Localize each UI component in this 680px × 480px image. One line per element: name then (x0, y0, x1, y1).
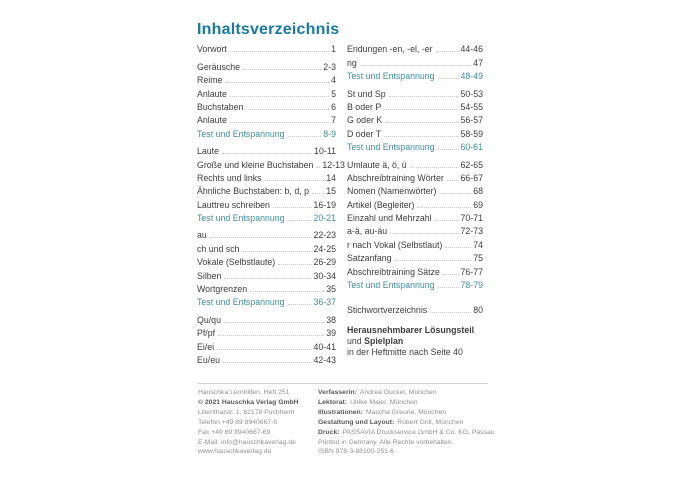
footer-credit-label: Illustrationen: (318, 408, 363, 416)
toc-entry-pages: 36-37 (313, 297, 336, 308)
toc-entry (197, 112, 336, 125)
toc-entry-pages: 8-9 (323, 128, 336, 139)
toc-entry-pages: 78-79 (460, 280, 483, 291)
toc-entry-pages: 1 (331, 44, 336, 55)
footer-credits-block (318, 388, 493, 457)
toc-entry-label: Nomen (Namenwörter) (347, 186, 437, 197)
toc-group (347, 156, 483, 290)
footer-credit-value: Ulrike Maier, München (350, 398, 418, 406)
dotted-leader-icon (447, 180, 459, 181)
toc-entry-label: Rechts und links (197, 172, 262, 183)
toc-entry-pages: 70-71 (460, 213, 483, 224)
footer-divider (197, 383, 488, 384)
toc-entry-pages: 76-77 (460, 266, 483, 277)
toc-entry-pages: 56-57 (460, 115, 483, 126)
toc-entry-label: Test und Entspannung (197, 213, 285, 224)
footer-line (318, 428, 493, 438)
toc-column-left (197, 41, 345, 369)
toc-entry (197, 143, 336, 156)
toc-entry-highlight (347, 277, 483, 290)
dotted-leader-icon (230, 51, 329, 52)
dotted-leader-icon (385, 122, 458, 123)
toc-entry (197, 41, 336, 54)
toc-entry (347, 196, 483, 209)
toc-entry-label: B oder P (347, 101, 382, 112)
note-line-mixed (347, 336, 483, 347)
dotted-leader-icon (288, 136, 322, 137)
dotted-leader-icon (384, 136, 458, 137)
toc-entry (197, 352, 336, 365)
toc-entry-label: Wortgrenzen (197, 284, 248, 295)
dotted-leader-icon (278, 264, 311, 265)
dotted-leader-icon (224, 278, 311, 279)
toc-entry-pages: 2-3 (323, 61, 336, 72)
dotted-leader-icon (243, 69, 321, 70)
toc-entry (197, 254, 336, 267)
toc-entry-label: Einzahl und Mehrzahl (347, 213, 432, 224)
toc-entry-pages: 15 (326, 186, 336, 197)
dotted-leader-icon (445, 247, 471, 248)
toc-entry-label: Abschreibtraining Sätze (347, 266, 440, 277)
dotted-leader-icon (230, 96, 329, 97)
toc-entry (197, 170, 336, 183)
toc-entry (347, 210, 483, 223)
toc-group (347, 302, 483, 315)
footer-line (318, 408, 493, 418)
toc-entry-label: Umlaute ä, ö, ü (347, 159, 407, 170)
dotted-leader-icon (389, 96, 459, 97)
dotted-leader-icon (438, 149, 459, 150)
dotted-leader-icon (288, 220, 312, 221)
footer-line (318, 418, 493, 428)
dotted-leader-icon (288, 304, 312, 305)
dotted-leader-icon (436, 51, 459, 52)
footer-line: Telefon +49 89 8940667-0 (198, 418, 278, 426)
toc-entry (347, 170, 483, 183)
toc-entry-pages: 74 (473, 239, 483, 250)
toc-entry-pages: 24-25 (313, 243, 336, 254)
dotted-leader-icon (439, 193, 471, 194)
toc-entry (197, 156, 345, 170)
toc-entry-pages: 75 (473, 253, 483, 264)
dotted-leader-icon (410, 167, 459, 168)
dotted-leader-icon (217, 349, 311, 350)
toc-entry-label: au (197, 230, 207, 241)
toc-entry-label: Silben (197, 270, 222, 281)
footer-line (318, 388, 493, 398)
dotted-leader-icon (395, 260, 472, 261)
dotted-leader-icon (430, 312, 471, 313)
toc-entry (347, 112, 483, 125)
toc-entry (197, 227, 336, 240)
toc-entry-pages: 5 (331, 88, 336, 99)
toc-entry-pages: 30-34 (313, 270, 336, 281)
dotted-leader-icon (360, 65, 471, 66)
toc-entry-pages: 44-46 (460, 44, 483, 55)
toc-entry (347, 236, 483, 249)
toc-entry-pages: 10-11 (314, 146, 336, 157)
footer-line (318, 438, 493, 448)
toc-entry-label: Große und kleine Buchstaben (197, 159, 314, 170)
footer-line: Hauschka Lernhilfen, Heft 251 (198, 389, 290, 396)
toc-entry-label: r nach Vokal (Selbstlaut) (347, 239, 443, 250)
footer-credit-value: Andrea Guckel, München (359, 389, 437, 396)
toc-column-right (347, 41, 483, 358)
toc-entry-pages: 80 (473, 305, 483, 316)
toc-entry-pages: 6 (331, 101, 336, 112)
footer-credit-value: PASSAVIA Druckservice GmbH & Co. KG, Passau (342, 428, 495, 436)
dotted-leader-icon (316, 167, 320, 168)
toc-entry-highlight (197, 294, 336, 307)
toc-entry-pages: 72-73 (460, 226, 483, 237)
toc-entry (347, 125, 483, 138)
toc-entry-highlight (197, 125, 336, 138)
dotted-leader-icon (390, 233, 458, 234)
toc-entry-pages: 66-67 (460, 172, 483, 183)
toc-entry (347, 263, 483, 276)
toc-entry-label: ch und sch (197, 243, 240, 254)
toc-entry-label: Abschreibtraining Wörter (347, 172, 444, 183)
dotted-leader-icon (222, 153, 312, 154)
toc-entry-pages: 26-29 (313, 257, 336, 268)
toc-entry (197, 338, 336, 351)
footer-credit-label: Verfasserin: (318, 389, 357, 396)
toc-group (197, 58, 336, 138)
footer-publisher-block (198, 388, 313, 457)
toc-entry (347, 250, 483, 263)
toc-entry-label: Test und Entspannung (347, 71, 435, 82)
toc-entry-label: Geräusche (197, 61, 241, 72)
insert-note (347, 325, 483, 358)
toc-group (347, 41, 483, 81)
toc-entry-highlight (347, 139, 483, 152)
toc-entry-label: ng (347, 57, 357, 68)
footer-credit-label: Druck: (318, 428, 340, 436)
toc-entry-label: Eu/eu (197, 354, 220, 365)
footer-credit-value: Printed in Germany. Alle Rechte vorbehalten. (318, 438, 454, 446)
dotted-leader-icon (384, 109, 458, 110)
toc-entry-pages: 4 (331, 75, 336, 86)
toc-entry-label: G oder K (347, 115, 383, 126)
toc-entry (347, 183, 483, 196)
toc-entry-label: a-ä, au-äu (347, 226, 388, 237)
toc-entry-label: Endungen -en, -el, -er (347, 44, 433, 55)
footer-line (318, 398, 493, 408)
toc-entry-pages: 20-21 (313, 213, 336, 224)
toc-group (347, 85, 483, 152)
toc-entry (347, 156, 483, 169)
note-prefix: und (347, 336, 365, 347)
dotted-leader-icon (210, 237, 312, 238)
toc-group (197, 143, 345, 224)
footer-credit-label: Gestaltung und Layout: (318, 418, 395, 426)
toc-entry (347, 85, 483, 98)
toc-entry (347, 223, 483, 236)
toc-entry-pages: 69 (473, 199, 483, 210)
footer-line: © 2021 Hauschka Verlag GmbH (198, 398, 299, 406)
toc-entry (197, 196, 336, 209)
toc-entry-label: Lauttreu schreiben (197, 199, 270, 210)
footer-line: Lilienthalstr. 1, 82178 Puchheim (198, 408, 295, 416)
dotted-leader-icon (230, 122, 329, 123)
toc-entry-pages: 68 (473, 186, 483, 197)
toc-entry-label: Qu/qu (197, 314, 221, 325)
footer-credit-label: Lektorat: (318, 398, 348, 406)
dotted-leader-icon (250, 291, 324, 292)
dotted-leader-icon (435, 220, 459, 221)
toc-entry-pages: 7 (331, 115, 336, 126)
toc-entry-pages: 16-19 (313, 199, 336, 210)
footer-line: www.hauschkaverlag.de (198, 448, 272, 456)
toc-entry (197, 311, 336, 324)
toc-entry-pages: 50-53 (460, 88, 483, 99)
dotted-leader-icon (417, 207, 471, 208)
toc-entry (347, 302, 483, 315)
toc-entry (197, 281, 336, 294)
toc-entry-pages: 42-43 (313, 354, 336, 365)
toc-entry-label: Artikel (Begleiter) (347, 199, 415, 210)
dotted-leader-icon (224, 322, 324, 323)
toc-entry-label: Vorwort (197, 44, 227, 55)
toc-entry (197, 240, 336, 253)
toc-entry-label: Vokale (Selbstlaute) (197, 257, 276, 268)
toc-entry-label: Test und Entspannung (197, 297, 285, 308)
toc-group (197, 227, 336, 307)
dotted-leader-icon (246, 109, 329, 110)
toc-entry (197, 183, 336, 196)
toc-entry-pages: 58-59 (460, 128, 483, 139)
dotted-leader-icon (243, 251, 312, 252)
toc-entry-label: Ei/ei (197, 341, 215, 352)
dotted-leader-icon (438, 287, 459, 288)
toc-entry-label: Test und Entspannung (197, 128, 285, 139)
footer-line: E-Mail: info@hauschkaverlag.de (198, 438, 296, 446)
toc-entry-pages: 14 (326, 172, 336, 183)
note-line-plain: in der Heftmitte nach Seite 40 (347, 347, 463, 358)
toc-entry-pages: 60-61 (460, 142, 483, 153)
toc-entry-highlight (197, 210, 336, 223)
toc-entry-label: Anlaute (197, 115, 227, 126)
toc-entry (197, 267, 336, 280)
footer-credit-value: Robert Grill, München (397, 418, 464, 426)
toc-entry-pages: 22-23 (313, 230, 336, 241)
toc-entry-label: Laute (197, 146, 220, 157)
toc-entry-label: Ähnliche Buchstaben: b, d, p (197, 186, 309, 197)
toc-group (197, 41, 336, 54)
footer-credit-value: Mascha Greune, München (365, 408, 447, 416)
dotted-leader-icon (273, 207, 312, 208)
note-line-bold: Herausnehmbarer Lösungsteil (347, 325, 475, 336)
toc-entry-pages: 62-65 (460, 159, 483, 170)
toc-entry-pages: 38 (326, 314, 336, 325)
toc-entry-label: St und Sp (347, 88, 386, 99)
note-bold-word: Spielplan (364, 336, 404, 347)
toc-entry-pages: 40-41 (313, 341, 336, 352)
footer-line (318, 447, 493, 457)
toc-entry-label: Buchstaben (197, 101, 244, 112)
toc-entry-pages: 54-55 (460, 101, 483, 112)
toc-entry (197, 85, 336, 98)
toc-entry (197, 72, 336, 85)
dotted-leader-icon (223, 362, 312, 363)
toc-entry-label: Anlaute (197, 88, 227, 99)
toc-entry-label: Satzanfang (347, 253, 392, 264)
toc-entry (347, 54, 483, 67)
toc-entry-pages: 48-49 (460, 71, 483, 82)
dotted-leader-icon (218, 335, 324, 336)
toc-entry (347, 99, 483, 112)
footer-credit-value: ISBN 978-3-88100-251-6 (318, 448, 394, 456)
dotted-leader-icon (443, 274, 459, 275)
toc-entry-label: Reime (197, 75, 223, 86)
toc-entry (197, 325, 336, 338)
toc-entry (197, 58, 336, 71)
toc-entry-label: Stichwortverzeichnis (347, 305, 428, 316)
toc-entry-pages: 35 (326, 284, 336, 295)
toc-entry-pages: 39 (326, 328, 336, 339)
dotted-leader-icon (312, 193, 324, 194)
page-title: Inhaltsverzeichnis (197, 21, 340, 38)
dotted-leader-icon (265, 180, 325, 181)
toc-entry-label: Test und Entspannung (347, 280, 435, 291)
toc-entry-pages: 12-13 (322, 159, 345, 170)
dotted-leader-icon (438, 78, 459, 79)
dotted-leader-icon (225, 82, 329, 83)
toc-entry-pages: 47 (473, 57, 483, 68)
toc-entry-label: Test und Entspannung (347, 142, 435, 153)
toc-entry-highlight (347, 68, 483, 81)
toc-entry-label: Pf/pf (197, 328, 216, 339)
toc-entry (347, 41, 483, 54)
toc-entry-label: D oder T (347, 128, 382, 139)
toc-group (197, 311, 336, 365)
toc-entry (197, 99, 336, 112)
footer-line: Fax +49 89 8940667-69 (198, 428, 271, 436)
